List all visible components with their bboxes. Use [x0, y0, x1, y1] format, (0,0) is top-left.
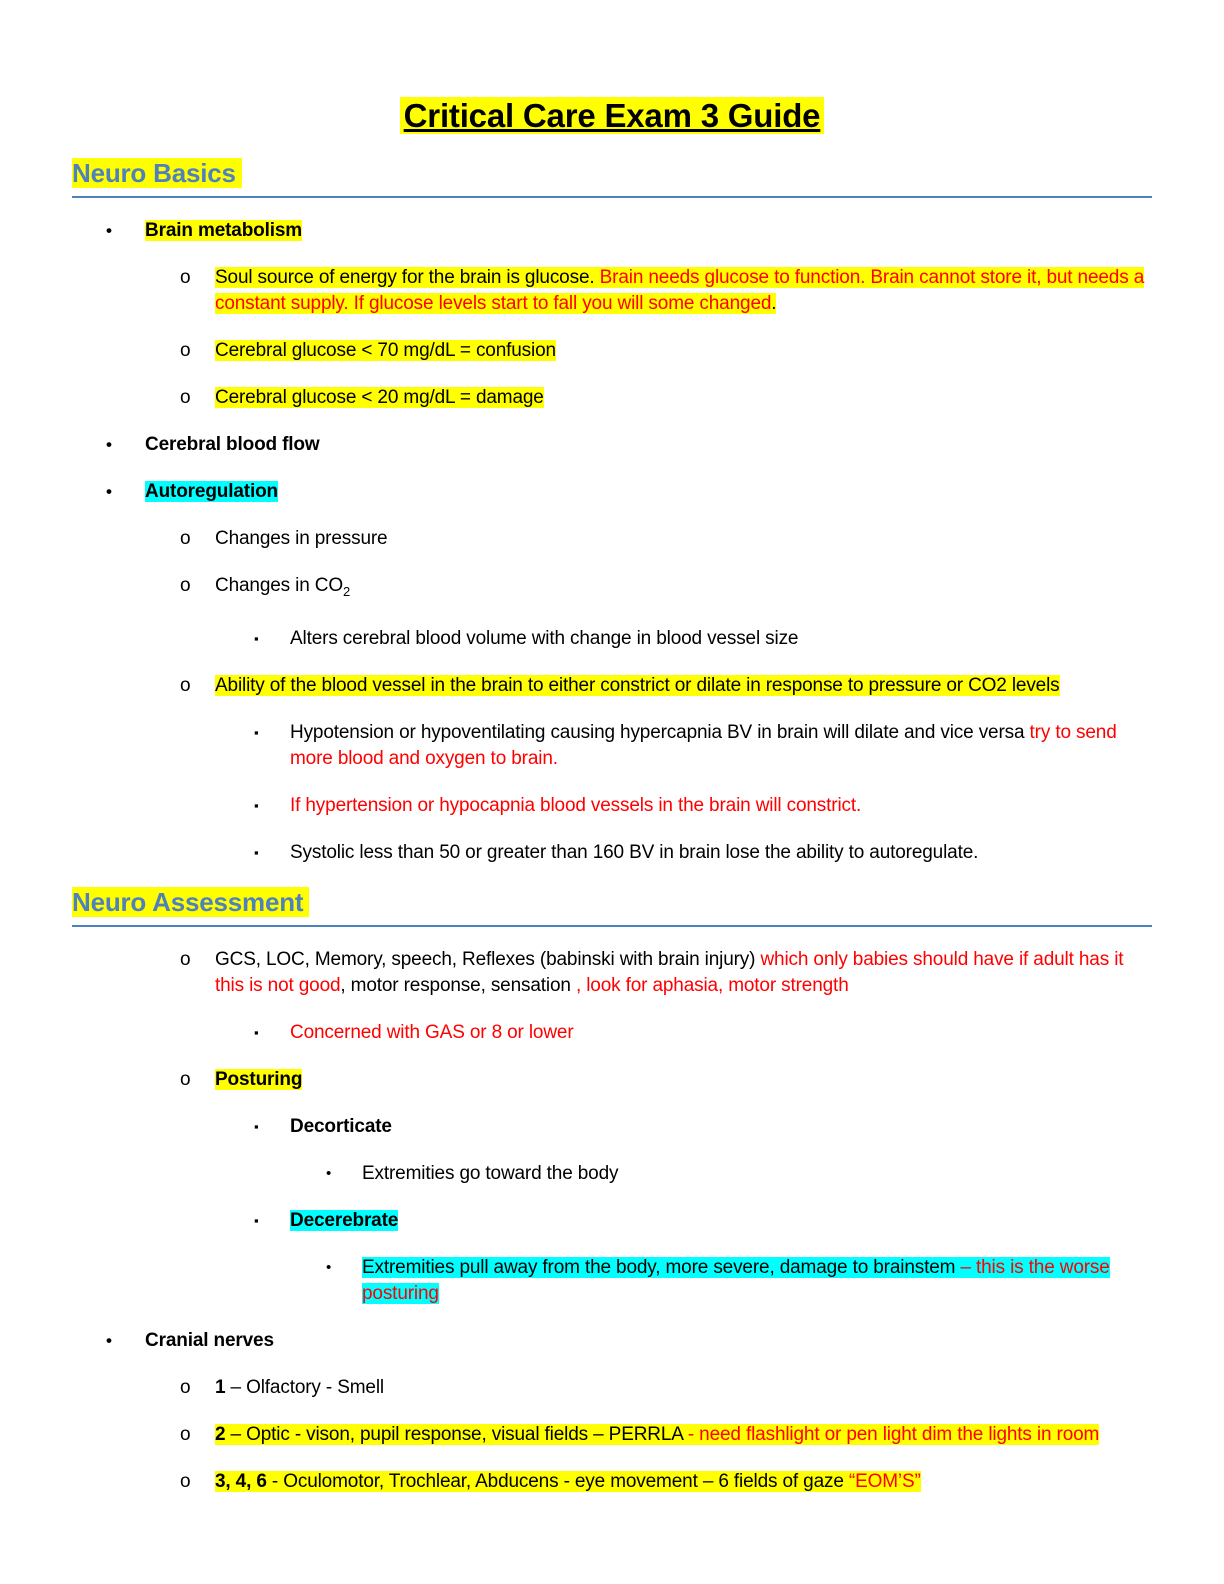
document-title-text: Critical Care Exam 3 Guide [400, 97, 825, 134]
list-bullet-marker: • [106, 221, 112, 240]
list-item [72, 1208, 1152, 1234]
list-item-text [290, 795, 861, 816]
list-item-text [290, 722, 1117, 769]
text-run: . [771, 293, 777, 314]
list-item-text [215, 1471, 921, 1492]
list-item-text [362, 1257, 1110, 1304]
text-run: Posturing [215, 1068, 303, 1090]
list-item [72, 1328, 1152, 1354]
list-item-text [215, 340, 556, 361]
list-item-text [290, 628, 798, 649]
text-run: Decerebrate [290, 1209, 399, 1231]
text-run: “EOM’S” [848, 1470, 921, 1492]
section-heading-text: Neuro Assessment [72, 887, 309, 917]
text-run: Decorticate [290, 1115, 392, 1137]
list-item [72, 385, 1152, 411]
text-run: Extremities pull away from the body, more severe, damage to brainstem [362, 1256, 961, 1278]
list-item-text [362, 1163, 618, 1184]
list-bullet-marker: ▪ [254, 1024, 259, 1040]
list-bullet-marker: o [180, 528, 191, 549]
list-item [72, 573, 1152, 605]
text-run: 2 [342, 583, 351, 599]
list-item-text [215, 1377, 384, 1398]
text-run: Cerebral glucose < 20 mg/dL = damage [215, 387, 544, 408]
list-item-text [290, 1116, 392, 1137]
list-item [72, 1114, 1152, 1140]
list-bullet-marker: o [180, 1068, 191, 1090]
list-item [72, 1375, 1152, 1401]
text-run: Autoregulation [145, 481, 278, 502]
list-item-text [290, 1022, 574, 1043]
list-item-text [290, 842, 978, 863]
list-item-text [215, 1069, 302, 1090]
text-run: – this is the worse posturing [362, 1256, 1110, 1304]
list-item-text [215, 949, 1123, 996]
document-body [72, 158, 1152, 1495]
text-run: Soul source of energy for the brain is glucose. [215, 267, 600, 288]
list-bullet-marker: ▪ [254, 630, 259, 646]
text-run: Cranial nerves [145, 1329, 274, 1351]
list-item-text [215, 528, 387, 549]
document-title [72, 96, 1152, 136]
list-item [72, 1161, 1152, 1187]
list-item [72, 793, 1152, 819]
list-bullet-marker: • [326, 1164, 332, 1182]
list-item-text [145, 434, 320, 455]
list-bullet-marker: o [180, 387, 191, 408]
list-bullet-marker: • [106, 482, 112, 501]
text-run: Cerebral glucose < 70 mg/dL = confusion [215, 340, 556, 361]
text-run: which only babies should have if adult has it this is not good [215, 948, 1124, 996]
list-item [72, 1020, 1152, 1046]
text-run: Brain needs glucose to function. Brain cannot store it, but needs a constant supply. If glucose levels start to fall you will some changed [215, 267, 1145, 314]
list-bullet-marker: o [180, 1423, 191, 1445]
list-item-text [215, 675, 1060, 696]
text-run: GCS, LOC, Memory, speech, Reflexes (babinski with brain injury) [215, 948, 761, 970]
text-run: Alters cerebral blood volume with change in blood vessel size [290, 627, 799, 649]
list-item [72, 526, 1152, 552]
list-item [72, 338, 1152, 364]
list-bullet-marker: ▪ [254, 1118, 259, 1134]
text-run: Hypotension or hypoventilating causing hypercapnia BV in brain will dilate and vice versa [290, 721, 1030, 743]
list-item [72, 1422, 1152, 1448]
text-run: – Olfactory - Smell [225, 1376, 384, 1398]
text-run: If hypertension or hypocapnia blood vessels in the brain will constrict. [290, 794, 862, 816]
list-item [72, 479, 1152, 505]
list-item [72, 1067, 1152, 1093]
list-bullet-marker: ▪ [254, 724, 259, 740]
list-bullet-marker: • [106, 435, 112, 454]
list-item [72, 218, 1152, 244]
list-item-text [145, 1330, 274, 1351]
list-item-text [145, 220, 302, 241]
text-run: Systolic less than 50 or greater than 160 BV in brain lose the ability to autoregulate. [290, 841, 979, 863]
text-run: 3, 4, 6 [215, 1470, 267, 1492]
list-item [72, 626, 1152, 652]
list-bullet-marker: ▪ [254, 1212, 259, 1228]
list-item-text [215, 387, 544, 408]
list-item [72, 1255, 1152, 1307]
text-run: 2 [215, 1423, 226, 1445]
list-item [72, 720, 1152, 772]
list-bullet-marker: o [180, 948, 191, 970]
list-item-text [290, 1210, 398, 1231]
list-bullet-marker: o [180, 674, 191, 696]
text-run: – Optic - vison, pupil response, visual fields – PERRLA [225, 1423, 688, 1445]
text-run: Extremities go toward the body [362, 1162, 619, 1184]
text-run: Cerebral blood flow [145, 434, 320, 455]
list-item-text [145, 481, 278, 502]
text-run: , motor response, sensation [340, 974, 576, 996]
section-heading [72, 158, 1152, 198]
text-run: Changes in CO [215, 575, 343, 596]
list-bullet-marker: o [180, 575, 191, 596]
list-item-text [215, 267, 1144, 314]
text-run: - Oculomotor, Trochlear, Abducens - eye movement – 6 fields of gaze [266, 1470, 849, 1492]
list-item [72, 947, 1152, 999]
list-item-text [215, 575, 351, 599]
text-run: Brain metabolism [145, 220, 303, 241]
list-bullet-marker: o [180, 267, 191, 288]
list-bullet-marker: • [326, 1258, 332, 1276]
text-run: - need flashlight or pen light dim the lights in room [687, 1423, 1100, 1445]
list-bullet-marker: o [180, 1376, 191, 1398]
text-run: Concerned with GAS or 8 or lower [290, 1021, 574, 1043]
text-run: , look for aphasia, motor strength [575, 974, 849, 996]
section-heading-text: Neuro Basics [72, 158, 242, 188]
list-bullet-marker: ▪ [254, 797, 259, 813]
list-item [72, 673, 1152, 699]
text-run: try to send more blood and oxygen to brain. [290, 721, 1117, 769]
list-bullet-marker: o [180, 1470, 191, 1492]
list-item [72, 265, 1152, 317]
list-bullet-marker: • [106, 1330, 112, 1350]
section-heading [72, 887, 1152, 927]
list-bullet-marker: o [180, 340, 191, 361]
list-bullet-marker: ▪ [254, 844, 259, 860]
list-item [72, 1469, 1152, 1495]
text-run: 1 [215, 1376, 226, 1398]
list-item [72, 840, 1152, 866]
text-run: Changes in pressure [215, 528, 388, 549]
text-run: Ability of the blood vessel in the brain to either constrict or dilate in response to pressure or CO2 levels [215, 674, 1060, 696]
list-item-text [215, 1424, 1099, 1445]
list-item [72, 432, 1152, 458]
